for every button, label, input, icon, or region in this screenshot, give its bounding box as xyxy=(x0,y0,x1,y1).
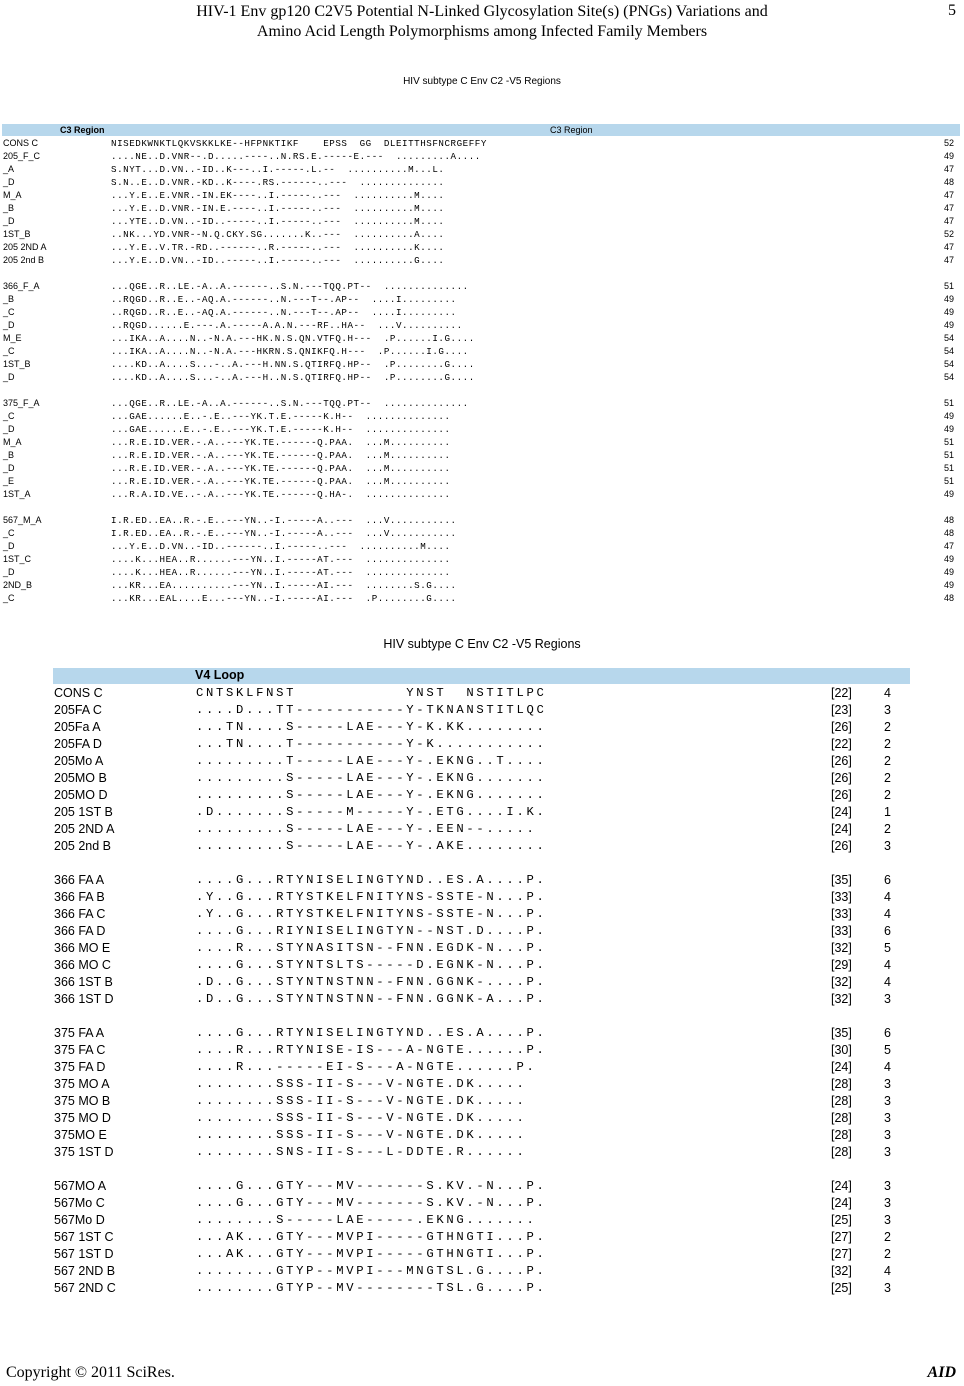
row-length: [29] xyxy=(831,958,852,972)
row-sequence: ....NE..D.VNR--.D.....----..N.RS.E.-----E.--- .........A.... xyxy=(111,151,481,162)
row-png-count: 5 xyxy=(884,941,891,955)
row-sequence: ...QGE..R..LE.-A..A.------..S.N.---TQQ.PT-- .............. xyxy=(111,398,469,409)
row-png-count: 3 xyxy=(884,1145,891,1159)
row-sequence: .........S-----LAE---Y-.EEN--..... xyxy=(196,822,537,836)
row-sequence: ....G...STYNTSLTS-----D.EGNK-N...P. xyxy=(196,958,547,972)
row-label: 205 2nd B xyxy=(3,255,45,265)
row-label: _D xyxy=(3,541,15,551)
row-label: _B xyxy=(3,203,15,213)
row-png-count: 2 xyxy=(884,1247,891,1261)
row-label: _C xyxy=(3,411,15,421)
running-header xyxy=(100,2,864,42)
row-png-count: 3 xyxy=(884,1281,891,1295)
row-sequence: ....KD..A....S...-..A.---H..N.S.QTIRFQ.HP-- .P........G.... xyxy=(111,372,475,383)
row-label: _D xyxy=(3,463,15,473)
row-sequence: ...YTE..D.VN..-ID..-----..I.-----..--- ..........M.... xyxy=(111,216,445,227)
row-label: _D xyxy=(3,216,15,226)
row-label: _D xyxy=(3,567,15,577)
region-bar-v4 xyxy=(53,668,910,684)
row-label: _D xyxy=(3,177,15,187)
row-sequence: ....G...GTY---MV-------S.KV.-N...P. xyxy=(196,1179,547,1193)
row-png-count: 2 xyxy=(884,737,891,751)
row-png-count: 3 xyxy=(884,1094,891,1108)
header-line-1: HIV-1 Env gp120 C2V5 Potential N-Linked Glycosylation Site(s) (PNGs) Variations and xyxy=(196,3,768,20)
row-sequence: ....G...RIYNISELINGTYN--NST.D....P. xyxy=(196,924,547,938)
row-label: 567 2ND B xyxy=(54,1264,116,1278)
row-label: 205MO D xyxy=(54,788,108,802)
row-sequence: ........SSS-II-S---V-NGTE.DK..... xyxy=(196,1077,527,1091)
figure1-caption: HIV subtype C Env C2 -V5 Regions xyxy=(403,76,561,87)
row-length: 54 xyxy=(944,333,955,343)
row-length: [35] xyxy=(831,873,852,887)
row-length: [33] xyxy=(831,890,852,904)
row-label: 567Mo C xyxy=(54,1196,105,1210)
row-label: CONS C xyxy=(54,686,103,700)
row-length: [26] xyxy=(831,839,852,853)
row-sequence: .Y..G...RTYSTKELFNITYNS-SSTE-N...P. xyxy=(196,907,547,921)
row-length: 49 xyxy=(944,294,955,304)
row-length: [25] xyxy=(831,1213,852,1227)
row-sequence: ...AK...GTY---MVPI-----GTHNGTI...P. xyxy=(196,1230,547,1244)
row-png-count: 2 xyxy=(884,754,891,768)
row-label: 366 1ST D xyxy=(54,992,114,1006)
row-png-count: 6 xyxy=(884,873,891,887)
row-length: 54 xyxy=(944,346,955,356)
row-sequence: ...GAE......E..-.E..---YK.T.E.-----K.H-- .............. xyxy=(111,411,451,422)
row-sequence: ...QGE..R..LE.-A..A.------..S.N.---TQQ.PT-- .............. xyxy=(111,281,469,292)
row-label: 366_F_A xyxy=(3,281,40,291)
row-label: 1ST_C xyxy=(3,554,32,564)
row-length: 51 xyxy=(944,450,955,460)
row-sequence: ...IKA..A....N..-N.A.---HKRN.S.QNIKFQ.H--- .P......I.G.... xyxy=(111,346,469,357)
row-label: M_A xyxy=(3,190,22,200)
row-sequence: I.R.ED..EA..R.-.E..---YN..-I.-----A..--- ...V........... xyxy=(111,515,457,526)
row-length: 54 xyxy=(944,359,955,369)
row-label: 567 2ND C xyxy=(54,1281,116,1295)
row-length: 47 xyxy=(944,255,955,265)
row-sequence: ...R.E.ID.VER.-.A..---YK.TE.------Q.PAA. ...M.......... xyxy=(111,476,451,487)
header-line-2: Amino Acid Length Polymorphisms among Infected Family Members xyxy=(256,23,708,40)
row-sequence: ....R...-----EI-S---A-NGTE......P. xyxy=(196,1060,537,1074)
row-sequence: ...KR...EA..........---YN..I.-----AI.--- ........S.G.... xyxy=(111,580,457,591)
row-length: [32] xyxy=(831,1264,852,1278)
row-label: 366 MO C xyxy=(54,958,111,972)
row-label: 205Mo A xyxy=(54,754,104,768)
row-length: 49 xyxy=(944,320,955,330)
row-length: 47 xyxy=(944,203,955,213)
row-length: [28] xyxy=(831,1094,852,1108)
row-sequence: ...TN....S-----LAE---Y-K.KK........ xyxy=(196,720,547,734)
row-png-count: 1 xyxy=(884,805,891,819)
row-png-count: 4 xyxy=(884,890,891,904)
row-png-count: 2 xyxy=(884,771,891,785)
row-length: [27] xyxy=(831,1247,852,1261)
row-length: [25] xyxy=(831,1281,852,1295)
row-png-count: 5 xyxy=(884,1043,891,1057)
row-sequence: ....G...GTY---MV-------S.KV.-N...P. xyxy=(196,1196,547,1210)
row-label: _D xyxy=(3,320,15,330)
row-length: 49 xyxy=(944,307,955,317)
region-label-right: C3 Region xyxy=(550,125,593,135)
figure2-caption: HIV subtype C Env C2 -V5 Regions xyxy=(383,637,581,651)
row-length: 52 xyxy=(944,229,955,239)
row-sequence: ...Y.E..D.VN..-ID..-----..I.-----..--- ..........G.... xyxy=(111,255,445,266)
row-length: 52 xyxy=(944,138,955,148)
row-png-count: 3 xyxy=(884,1077,891,1091)
row-sequence: ...Y.E..V.TR.-RD..------..R.-----..--- ..........K.... xyxy=(111,242,445,253)
row-label: 205 2ND A xyxy=(3,242,47,252)
row-length: 49 xyxy=(944,424,955,434)
row-length: [22] xyxy=(831,686,852,700)
row-label: 375 MO A xyxy=(54,1077,110,1091)
row-length: [24] xyxy=(831,1196,852,1210)
row-sequence: ....D...TT-----------Y-TKNANSTITLQC xyxy=(196,703,547,717)
row-png-count: 3 xyxy=(884,1128,891,1142)
row-label: 205Fa A xyxy=(54,720,101,734)
row-sequence: ........S-----LAE-----.EKNG....... xyxy=(196,1213,537,1227)
row-length: 47 xyxy=(944,164,955,174)
row-sequence: ...Y.E..E.VNR.-IN.EK----..I.-----..--- ..........M.... xyxy=(111,190,445,201)
row-length: [32] xyxy=(831,941,852,955)
row-label: 375 MO D xyxy=(54,1111,111,1125)
row-sequence: ....KD..A....S...-..A.---H.NN.S.QTIRFQ.HP-- .P........G.... xyxy=(111,359,475,370)
row-png-count: 3 xyxy=(884,839,891,853)
row-sequence: .........S-----LAE---Y-.EKNG....... xyxy=(196,788,547,802)
row-sequence: .D..G...STYNTNSTNN--FNN.GGNK-....P. xyxy=(196,975,547,989)
row-sequence: .........S-----LAE---Y-.EKNG....... xyxy=(196,771,547,785)
row-sequence: ...TN....T-----------Y-K........... xyxy=(196,737,547,751)
row-length: 51 xyxy=(944,463,955,473)
journal-abbrev: AID xyxy=(927,1364,956,1381)
row-sequence: ...R.E.ID.VER.-.A..---YK.TE.------Q.PAA. ...M.......... xyxy=(111,463,451,474)
row-sequence: ....K...HEA..R......---YN..I.-----AT.--- .............. xyxy=(111,554,451,565)
row-label: 205 1ST B xyxy=(54,805,113,819)
row-sequence: .........T-----LAE---Y-.EKNG..T.... xyxy=(196,754,547,768)
row-sequence: ...R.E.ID.VER.-.A..---YK.TE.------Q.PAA. ...M.......... xyxy=(111,450,451,461)
row-sequence: ..RQGD..R..E..-AQ.A.------..N.---T--.AP-- ....I......... xyxy=(111,307,457,318)
row-label: _B xyxy=(3,294,15,304)
row-png-count: 3 xyxy=(884,703,891,717)
row-length: [22] xyxy=(831,737,852,751)
row-png-count: 4 xyxy=(884,1060,891,1074)
row-sequence: ....R...STYNASITSN--FNN.EGDK-N...P. xyxy=(196,941,547,955)
row-length: 54 xyxy=(944,372,955,382)
row-length: [32] xyxy=(831,992,852,1006)
region-label-v4: V4 Loop xyxy=(195,668,245,682)
row-label: 1ST_A xyxy=(3,489,31,499)
row-sequence: ....R...RTYNISE-IS---A-NGTE......P. xyxy=(196,1043,547,1057)
row-length: [28] xyxy=(831,1111,852,1125)
row-length: 51 xyxy=(944,281,955,291)
row-sequence: ..RQGD..R..E..-AQ.A.------..N.---T--.AP-- ....I......... xyxy=(111,294,457,305)
row-png-count: 3 xyxy=(884,1111,891,1125)
row-length: 48 xyxy=(944,528,955,538)
page-number: 5 xyxy=(948,2,956,19)
row-label: _A xyxy=(3,164,15,174)
row-length: 51 xyxy=(944,437,955,447)
row-png-count: 3 xyxy=(884,992,891,1006)
row-sequence: CNTSKLFNST YNST NSTITLPC xyxy=(196,686,547,700)
row-label: 375 MO B xyxy=(54,1094,111,1108)
row-png-count: 3 xyxy=(884,1196,891,1210)
row-label: _C xyxy=(3,346,15,356)
row-label: _E xyxy=(3,476,15,486)
row-sequence: .........S-----LAE---Y-.AKE........ xyxy=(196,839,547,853)
row-png-count: 4 xyxy=(884,686,891,700)
row-png-count: 6 xyxy=(884,924,891,938)
row-sequence: ........SSS-II-S---V-NGTE.DK..... xyxy=(196,1128,527,1142)
row-label: 205FA D xyxy=(54,737,102,751)
row-length: 47 xyxy=(944,541,955,551)
row-sequence: ...IKA..A....N..-N.A.---HK.N.S.QN.VTFQ.H--- .P......I.G.... xyxy=(111,333,475,344)
row-length: [26] xyxy=(831,771,852,785)
row-label: 205 2ND A xyxy=(54,822,115,836)
row-png-count: 2 xyxy=(884,720,891,734)
row-length: 48 xyxy=(944,593,955,603)
row-label: CONS C xyxy=(3,138,39,148)
row-label: 567 1ST C xyxy=(54,1230,114,1244)
row-label: 366 MO E xyxy=(54,941,111,955)
row-sequence: .Y..G...RTYSTKELFNITYNS-SSTE-N...P. xyxy=(196,890,547,904)
row-label: 375 FA D xyxy=(54,1060,106,1074)
row-label: 205FA C xyxy=(54,703,102,717)
row-label: _D xyxy=(3,424,15,434)
row-label: 366 FA B xyxy=(54,890,105,904)
row-png-count: 3 xyxy=(884,1179,891,1193)
row-label: 205_F_C xyxy=(3,151,41,161)
row-label: 375 FA C xyxy=(54,1043,106,1057)
row-label: 375 FA A xyxy=(54,1026,105,1040)
row-length: 47 xyxy=(944,242,955,252)
row-sequence: ....K...HEA..R......---YN..I.-----AT.--- .............. xyxy=(111,567,451,578)
row-sequence: ...Y.E..D.VNR.-IN.E.----..I.-----..--- ..........M.... xyxy=(111,203,445,214)
row-length: [26] xyxy=(831,720,852,734)
row-length: [26] xyxy=(831,788,852,802)
row-length: 49 xyxy=(944,411,955,421)
row-label: 567Mo D xyxy=(54,1213,105,1227)
row-length: 51 xyxy=(944,398,955,408)
row-length: 48 xyxy=(944,177,955,187)
row-length: [26] xyxy=(831,754,852,768)
row-sequence: .D.......S-----M-----Y-.ETG....I.K. xyxy=(196,805,547,819)
row-sequence: ........SNS-II-S---L-DDTE.R...... xyxy=(196,1145,527,1159)
row-png-count: 6 xyxy=(884,1026,891,1040)
row-sequence: ...R.E.ID.VER.-.A..---YK.TE.------Q.PAA. ...M.......... xyxy=(111,437,451,448)
row-label: _C xyxy=(3,528,15,538)
row-png-count: 2 xyxy=(884,822,891,836)
row-length: [28] xyxy=(831,1145,852,1159)
row-label: _B xyxy=(3,450,15,460)
row-sequence: ........SSS-II-S---V-NGTE.DK..... xyxy=(196,1111,527,1125)
row-png-count: 4 xyxy=(884,1264,891,1278)
row-length: [28] xyxy=(831,1128,852,1142)
row-length: [33] xyxy=(831,907,852,921)
region-bar xyxy=(2,124,960,136)
row-label: 366 FA A xyxy=(54,873,105,887)
row-length: 47 xyxy=(944,216,955,226)
row-png-count: 2 xyxy=(884,1230,891,1244)
row-label: 567_M_A xyxy=(3,515,42,525)
row-label: 205 2nd B xyxy=(54,839,111,853)
row-sequence: ....G...RTYNISELINGTYND..ES.A....P. xyxy=(196,1026,547,1040)
row-sequence: ..RQGD......E.---.A.-----A.A.N.---RF..HA-- ...V.......... xyxy=(111,320,463,331)
row-sequence: ..NK...YD.VNR--N.Q.CKY.SG.......K..--- ..........A.... xyxy=(111,229,445,240)
row-length: 49 xyxy=(944,567,955,577)
row-label: 366 1ST B xyxy=(54,975,113,989)
row-length: 48 xyxy=(944,515,955,525)
row-sequence: I.R.ED..EA..R.-.E..---YN..-I.-----A..--- ...V........... xyxy=(111,528,457,539)
row-sequence: ........GTYP--MV--------TSL.G....P. xyxy=(196,1281,547,1295)
row-sequence: .D..G...STYNTNSTNN--FNN.GGNK-A...P. xyxy=(196,992,547,1006)
row-label: M_E xyxy=(3,333,22,343)
row-length: [27] xyxy=(831,1230,852,1244)
row-png-count: 4 xyxy=(884,907,891,921)
row-length: [24] xyxy=(831,1179,852,1193)
row-length: [35] xyxy=(831,1026,852,1040)
row-label: _C xyxy=(3,593,15,603)
row-label: 205MO B xyxy=(54,771,107,785)
row-png-count: 4 xyxy=(884,958,891,972)
row-label: 366 FA D xyxy=(54,924,106,938)
row-png-count: 4 xyxy=(884,975,891,989)
row-label: 1ST_B xyxy=(3,229,31,239)
row-length: [33] xyxy=(831,924,852,938)
row-label: _D xyxy=(3,372,15,382)
row-sequence: ....G...RTYNISELINGTYND..ES.A....P. xyxy=(196,873,547,887)
row-length: 51 xyxy=(944,476,955,486)
row-label: 375 1ST D xyxy=(54,1145,114,1159)
row-label: 2ND_B xyxy=(3,580,33,590)
row-label: M_A xyxy=(3,437,22,447)
row-sequence: S.NYT...D.VN..-ID..K---..I.-----.L.-- ..........M...L. xyxy=(111,164,445,175)
row-sequence: ........SSS-II-S---V-NGTE.DK..... xyxy=(196,1094,527,1108)
row-length: [30] xyxy=(831,1043,852,1057)
row-label: 366 FA C xyxy=(54,907,106,921)
row-length: [24] xyxy=(831,1060,852,1074)
row-sequence: ...GAE......E..-.E..---YK.T.E.-----K.H-- .............. xyxy=(111,424,451,435)
row-label: 567 1ST D xyxy=(54,1247,114,1261)
row-length: [28] xyxy=(831,1077,852,1091)
copyright: Copyright © 2011 SciRes. xyxy=(6,1364,175,1381)
row-sequence: S.N..E..D.VNR.-KD..K----.RS.------..--- .............. xyxy=(111,177,445,188)
row-length: 49 xyxy=(944,554,955,564)
row-length: 49 xyxy=(944,489,955,499)
row-length: [24] xyxy=(831,822,852,836)
row-png-count: 2 xyxy=(884,788,891,802)
row-length: [23] xyxy=(831,703,852,717)
row-sequence: ...KR...EAL....E...---YN..-I.-----AI.--- .P........G.... xyxy=(111,593,457,604)
row-length: 49 xyxy=(944,580,955,590)
row-label: 375_F_A xyxy=(3,398,40,408)
row-label: _C xyxy=(3,307,15,317)
row-sequence: NISEDKWNKTLQKVSKKLKE--HFPNKTIKF EPSS GG DLEITTHSFNCRGEFFY xyxy=(111,138,487,149)
row-sequence: ...AK...GTY---MVPI-----GTHNGTI...P. xyxy=(196,1247,547,1261)
region-label-left: C3 Region xyxy=(60,125,105,135)
row-length: [24] xyxy=(831,805,852,819)
row-length: 49 xyxy=(944,151,955,161)
row-label: 375MO E xyxy=(54,1128,107,1142)
row-png-count: 3 xyxy=(884,1213,891,1227)
row-length: [32] xyxy=(831,975,852,989)
row-length: 47 xyxy=(944,190,955,200)
row-label: 567MO A xyxy=(54,1179,107,1193)
row-sequence: ........GTYP--MVPI---MNGTSL.G....P. xyxy=(196,1264,547,1278)
row-sequence: ...Y.E..D.VN..-ID..------..I.-----..--- ..........M.... xyxy=(111,541,451,552)
row-label: 1ST_B xyxy=(3,359,31,369)
row-sequence: ...R.A.ID.VE..-.A..---YK.TE.------Q.HA-. .............. xyxy=(111,489,451,500)
